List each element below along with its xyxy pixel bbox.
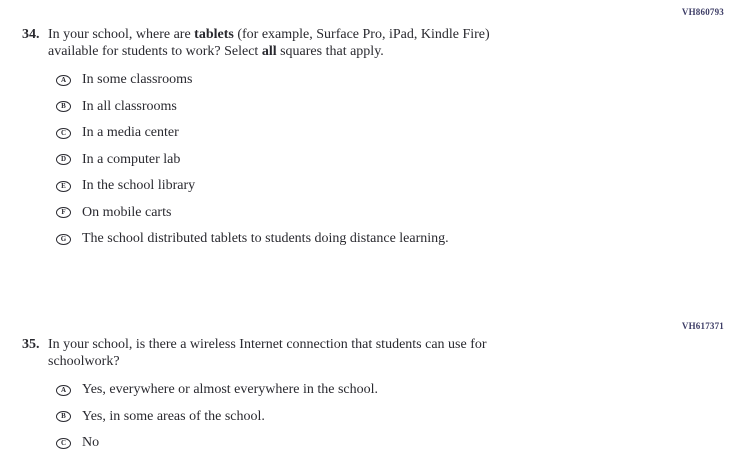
question-number: 34. <box>22 27 40 42</box>
answer-option[interactable] <box>56 179 742 193</box>
answer-option[interactable] <box>56 206 742 220</box>
option-label: No <box>82 435 100 450</box>
answer-option[interactable] <box>56 383 742 397</box>
option-bubble-icon[interactable]: G <box>56 234 71 245</box>
option-label: In the school library <box>82 178 196 193</box>
option-label: On mobile carts <box>82 204 172 220</box>
question-text <box>48 336 702 370</box>
answer-option[interactable] <box>56 232 742 246</box>
option-label: Yes, in some areas of the school. <box>82 408 265 424</box>
question-text-segment: In your school, is there a wireless Internet connection that students can use for <box>48 337 487 352</box>
option-bubble-icon[interactable]: F <box>56 207 71 218</box>
question-34-code: VH860793 <box>681 7 724 17</box>
option-bubble-icon[interactable]: C <box>56 128 71 139</box>
option-bubble-icon[interactable]: B <box>56 411 71 422</box>
question-text-segment: available for students to work? Select <box>48 44 262 59</box>
option-label: In a media center <box>82 125 179 140</box>
option-bubble-icon[interactable]: B <box>56 101 71 112</box>
option-label: In a computer lab <box>82 151 181 167</box>
question-35-row <box>0 336 742 370</box>
answer-option[interactable] <box>56 73 742 87</box>
question-text-bold-segment: all <box>261 44 277 59</box>
question-35-code: VH617371 <box>681 321 724 331</box>
question-text-segment: schoolwork? <box>48 354 120 369</box>
question-34-block <box>0 7 742 246</box>
option-bubble-icon[interactable]: C <box>56 438 71 449</box>
question-text-segment: squares that apply. <box>276 44 384 59</box>
option-label: In some classrooms <box>82 72 193 87</box>
answer-option[interactable] <box>56 100 742 114</box>
option-label: The school distributed tablets to students doing distance learning. <box>82 231 449 246</box>
answer-option[interactable] <box>56 153 742 167</box>
question-text-bold-segment: tablets <box>194 27 234 42</box>
question-34-options <box>56 73 742 246</box>
answer-option[interactable] <box>56 436 742 450</box>
question-text <box>48 26 702 60</box>
question-35-options <box>56 383 742 450</box>
question-35-block <box>0 321 742 450</box>
option-label: Yes, everywhere or almost everywhere in the school. <box>82 382 378 397</box>
option-bubble-icon[interactable]: A <box>56 75 71 86</box>
question-number: 35. <box>22 337 40 352</box>
option-bubble-icon[interactable]: A <box>56 385 71 396</box>
question-text-segment: In your school, where are <box>48 27 195 42</box>
answer-option[interactable] <box>56 126 742 140</box>
answer-option[interactable] <box>56 410 742 424</box>
question-34-row <box>0 26 742 60</box>
question-text-segment: (for example, Surface Pro, iPad, Kindle Fire) <box>233 27 490 42</box>
option-bubble-icon[interactable]: E <box>56 181 71 192</box>
option-bubble-icon[interactable]: D <box>56 154 71 165</box>
option-label: In all classrooms <box>82 98 177 114</box>
